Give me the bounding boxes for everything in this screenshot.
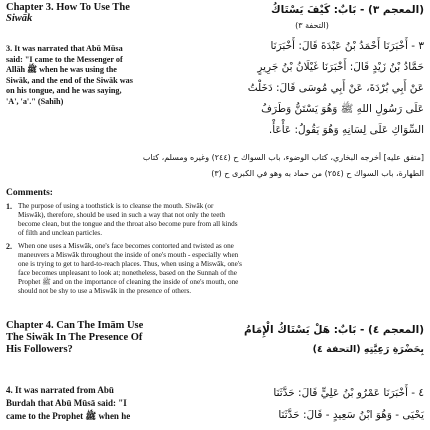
chapter-4-title-line: Chapter 4. Can The Imām Use	[6, 320, 144, 331]
comment-line: Miswāk), therefore, should be used in such a way that not only the teeth	[18, 211, 225, 220]
hadith-4-arabic	[210, 382, 424, 426]
hadith-3-arabic-line: السِّوَاكِ عَلَى لِسَانِهِ وَهُوَ يَقُولُ: عَأْعَأْ.	[268, 124, 424, 136]
comments-heading: Comments:	[6, 188, 53, 198]
takhrij-line: الطهارة، باب السواك ح (٢٥٤) من حماد به وهو في الكبرى ح (٣)	[211, 169, 424, 178]
chapter-3-arabic-ref: (التحفة ٣)	[295, 21, 329, 30]
hadith-3-line: Allāh ﷺ when he was using the	[6, 65, 117, 75]
hadith-3-arabic-line: عَلَى رَسُولِ اللهِ ﷺ وَهُوَ يَسْتَنُّ وَطَرَفُ	[261, 103, 424, 115]
hadith-3-takhrij	[40, 150, 424, 182]
comment-line: The purpose of using a toothstick is to cleanse the mouth. Siwāk (or	[18, 202, 214, 210]
comment-1	[6, 202, 424, 238]
hadith-4-arabic-line: ٤ - أَخْبَرَنَا عَمْرُو بْنُ عَلِيٍّ قَالَ: حَدَّثَنَا	[273, 387, 424, 399]
hadith-3-arabic-line: حَمَّادُ بْنُ زَيْدٍ قَالَ: أَخْبَرَنَا غَيْلَانُ بْنُ جَرِيرٍ	[257, 61, 424, 73]
hadith-3-arabic	[198, 36, 424, 141]
hadith-3-arabic-line: عَنْ أَبِي بُرْدَةَ، عَنْ أَبِي مُوسَى قَالَ: دَخَلْتُ	[247, 82, 424, 94]
hadith-4-line: came to the Prophet ﷺ when he	[6, 411, 131, 421]
comment-line: become clean, but the tongue and the throat also become pure from all kinds	[18, 220, 238, 229]
chapter-4-arabic-heading	[210, 320, 424, 360]
hadith-3-line: Siwāk, and the end of the Siwāk was	[6, 75, 133, 85]
comment-line: one is trying to get to hard-to-reach places. Thus, when using a Miswāk, one's	[18, 260, 242, 269]
chapter-4-arabic-heading-line: بِحَضْرَةِ رَعِيَّتِهِ (التحفة ٤)	[312, 344, 424, 355]
chapter-4-title-line: The Siwāk In The Presence Of	[6, 332, 143, 343]
chapter-3-title	[6, 2, 196, 24]
hadith-3-line: 3. It was narrated that Abū Mūsa	[6, 44, 123, 53]
takhrij-line: [متفق عليه] أخرجه البخاري، كتاب الوضوء، باب السواك ح (٢٤٤) وغيره ومسلم، كتاب	[142, 153, 424, 162]
hadith-4-arabic-line: يَحْيَى - وَهُوَ ابْنُ سَعِيدٍ - قَالَ: حَدَّثَنَا	[278, 409, 424, 421]
chapter-3-arabic-heading: (المعجم ٣) - بَابٌ: كَيْفَ يَسْتَاكُ	[271, 4, 424, 16]
hadith-3-english	[6, 44, 196, 108]
comment-line: should not be shy to use a Miswāk in the presence of others.	[18, 287, 192, 296]
comment-line: of filth and unclean particles.	[18, 229, 103, 238]
hadith-4-english	[6, 384, 206, 423]
chapter-3-title-line2: Siwāk	[6, 13, 33, 24]
comment-number: 2.	[6, 242, 12, 251]
hadith-3-line: said: "I came to the Messenger of	[6, 54, 123, 64]
chapter-4-title	[6, 320, 206, 356]
hadith-4-line: Burdah that Abū Mūsā said: "I	[6, 398, 127, 408]
comment-2	[6, 242, 424, 297]
comment-number: 1.	[6, 202, 12, 211]
hadith-3-arabic-line: ٣ - أَخْبَرَنَا أَحْمَدُ بْنُ عَبْدَةَ قَالَ: أَخْبَرَنَا	[270, 40, 424, 52]
hadith-3-line: on his tongue, and he was saying,	[6, 86, 122, 96]
comment-line: face becomes unpleasant to look at; nonetheless, based on the Sunnah of the	[18, 269, 237, 278]
hadith-3-line: 'A', 'a'." (Sahīh)	[6, 96, 64, 106]
chapter-4-title-line: His Followers?	[6, 344, 73, 355]
chapter-4-arabic-heading-line: (المعجم ٤) - بَابٌ: هَلْ يَسْتَاكُ الْإِمَامُ	[244, 324, 424, 336]
chapter-3-title-line1: Chapter 3. How To Use The	[6, 2, 130, 13]
hadith-4-line: 4. It was narrated from Abū	[6, 385, 114, 395]
comment-line: Prophet ﷺ and on the importance of cleaning the inside of one's mouth, one	[18, 278, 239, 287]
comment-line: When one uses a Miswāk, one's face becomes contorted and twisted as one	[18, 242, 234, 250]
comment-line: maneuvers a Miswāk throughout the inside of one's mouth - especially when	[18, 251, 239, 260]
